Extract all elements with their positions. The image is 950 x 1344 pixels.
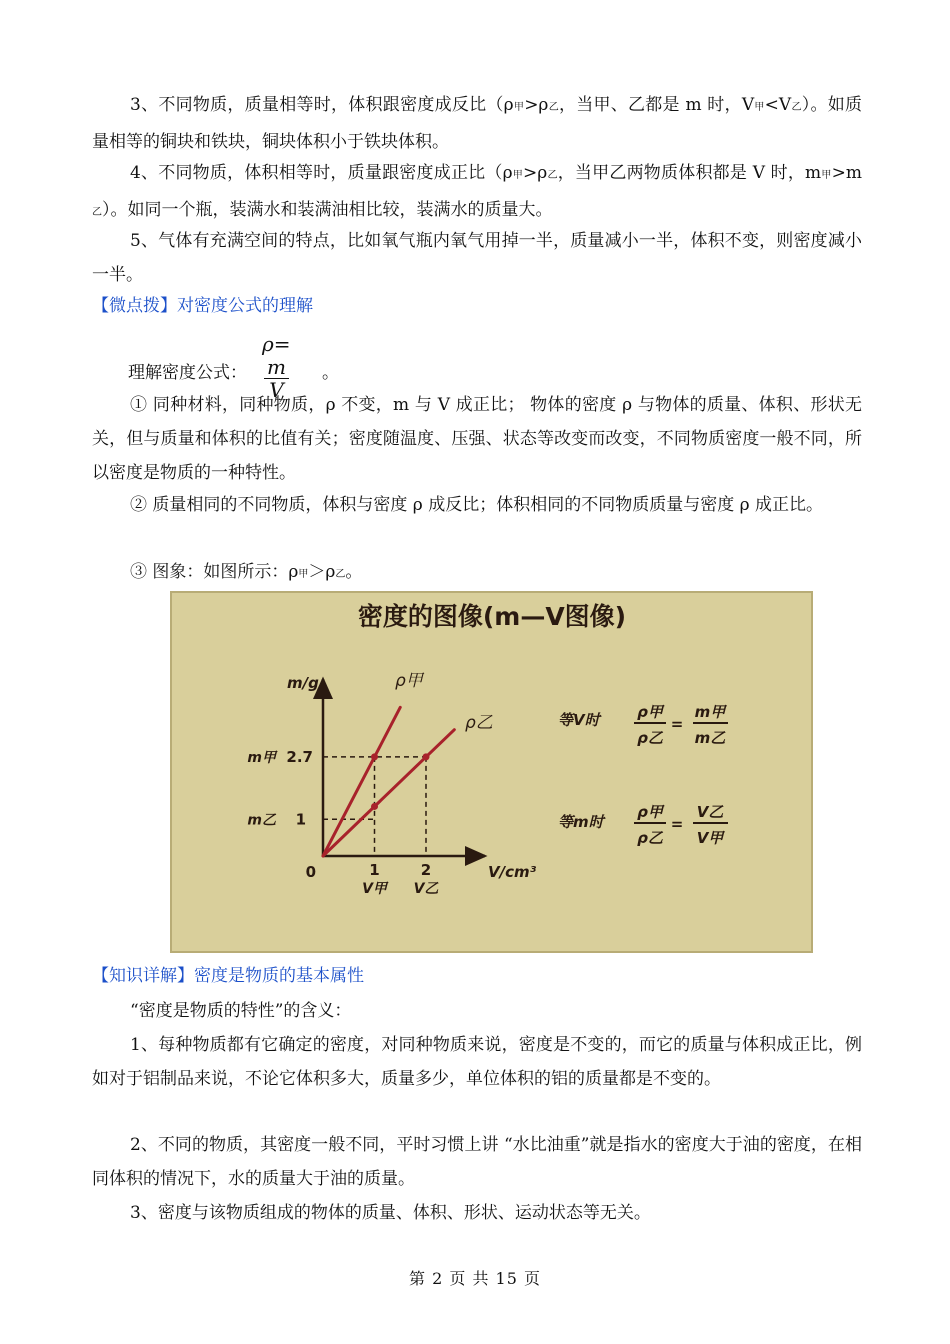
subscript: 乙 [548,102,559,113]
chart-marks [247,671,492,897]
subscript: 乙 [92,207,102,218]
paragraph-5: 5、气体有充满空间的特点，比如氧气瓶内氧气用掉一半，质量减小一半，体积不变，则密度减小一半。 [92,231,862,285]
subscript: 甲 [298,569,309,580]
x-tick-name-a: V甲 [362,881,387,897]
heading-micro-tip: 【微点拨】对密度公式的理解 [92,296,313,316]
eq1-prefix: 等V时 [558,711,600,729]
text-span: 。 [345,562,363,582]
y-tick-1: 1 [295,810,306,829]
item-3: 3、密度与该物质组成的物体的质量、体积、形状、运动状态等无关。 [130,1203,651,1223]
text-span: ＞ρ [308,562,336,582]
formula-end: 。 [322,363,339,383]
eq2-right-num: V乙 [696,803,724,821]
point-1: ① 同种材料，同种物质，ρ 不变，m 与 V 成正比； 物体的密度 ρ 与物体的质量、体积、形状无关，但与质量和体积的比值有关；密度随温度、压强、状态等改变而改变，不同物质密度一般不同，所以密度是物质的一种特性。 [92,395,862,483]
figure-title: 密度的图像(m—V图像) [357,602,627,631]
subscript: 甲 [513,102,525,113]
eq2-left-num: ρ甲 [637,803,663,821]
formula-label: 理解密度公式： [128,363,247,383]
text-span: >ρ [524,95,549,115]
x-tick-2: 2 [420,861,432,879]
eq1-right-den: m乙 [694,729,726,747]
y-tick-2-7: 2.7 [286,747,313,766]
subscript: 乙 [335,569,346,580]
text-span: >m [831,163,862,183]
heading-knowledge: 【知识详解】密度是物质的基本属性 [92,966,364,986]
series-point-mid [371,803,378,810]
text-span: <V [764,95,792,115]
item-2: 2、不同的物质，其密度一般不同，平时习惯上讲 “水比油重”就是指水的密度大于油的密度，在相同体积的情况下，水的质量大于油的质量。 [92,1135,862,1189]
subscript: 甲 [821,170,832,181]
y-tick-name-low: m乙 [247,812,276,829]
text-span: ，当甲、乙都是 m 时，V [558,95,755,115]
origin-label: 0 [305,863,316,881]
line-label-a: ρ甲 [395,671,423,691]
formula-numerator: m [264,356,289,379]
x-tick-name-b: V乙 [413,881,439,897]
point-2: ② 质量相同的不同物质，体积与密度 ρ 成反比；体积相同的不同物质质量与密度 ρ 成正比。 [130,495,824,515]
text-span: ）。如同一个瓶，装满水和装满油相比较，装满水的质量大。 [102,200,553,220]
subscript: 甲 [512,170,524,181]
density-figure [170,591,813,953]
y-tick-name-high: m甲 [247,749,276,766]
point-3 [92,555,862,592]
text-span: 3、不同物质，质量相等时，体积跟密度成反比（ρ [130,95,514,115]
text-span: ③ 图象：如图所示：ρ [130,562,299,582]
series-point-1 [371,753,378,760]
meaning-line: “密度是物质的特性”的含义： [130,1001,352,1021]
eq1-right-num: m甲 [694,703,726,721]
paragraph-3 [92,88,862,159]
paragraph-4 [92,156,862,230]
text-span: ，当甲乙两物质体积都是 V 时，m [557,163,822,183]
eq1-left-num: ρ甲 [637,703,663,721]
subscript: 乙 [791,102,802,113]
eq2-right-den: V甲 [696,829,724,847]
line-label-b: ρ乙 [465,713,493,733]
eq1-left-den: ρ乙 [637,729,663,747]
series-point-2 [423,753,430,760]
subscript: 乙 [547,170,558,181]
eq2-left-den: ρ乙 [637,829,663,847]
eq2-prefix: 等m时 [558,813,604,831]
text-span: 4、不同物质，体积相等时，质量跟密度成正比（ρ [130,163,513,183]
mv-chart [170,591,813,953]
item-1: 1、每种物质都有它确定的密度，对同种物质来说，密度是不变的，而它的质量与体积成正比，例如对于铝制品来说，不论它体积多大，质量多少，单位体积的铝的质量都是不变的。 [92,1035,862,1089]
formula-denominator: V [269,378,284,402]
series-line-1 [323,707,400,856]
page-footer: 第 2 页 共 15 页 [409,1269,541,1288]
series-line-2 [323,730,454,856]
x-axis-label: V/cm³ [488,863,537,881]
text-span: >ρ [523,163,548,183]
formula-lhs: ρ= [262,332,291,356]
eq2-equals: = [670,815,684,833]
subscript: 甲 [754,102,765,113]
y-axis-label: m/g [287,674,319,692]
x-tick-1: 1 [369,861,380,879]
text-span: ）。如质量相等的铜块和铁块，铜块体积小于铁块体积。 [92,95,862,152]
eq1-equals: = [670,715,684,733]
